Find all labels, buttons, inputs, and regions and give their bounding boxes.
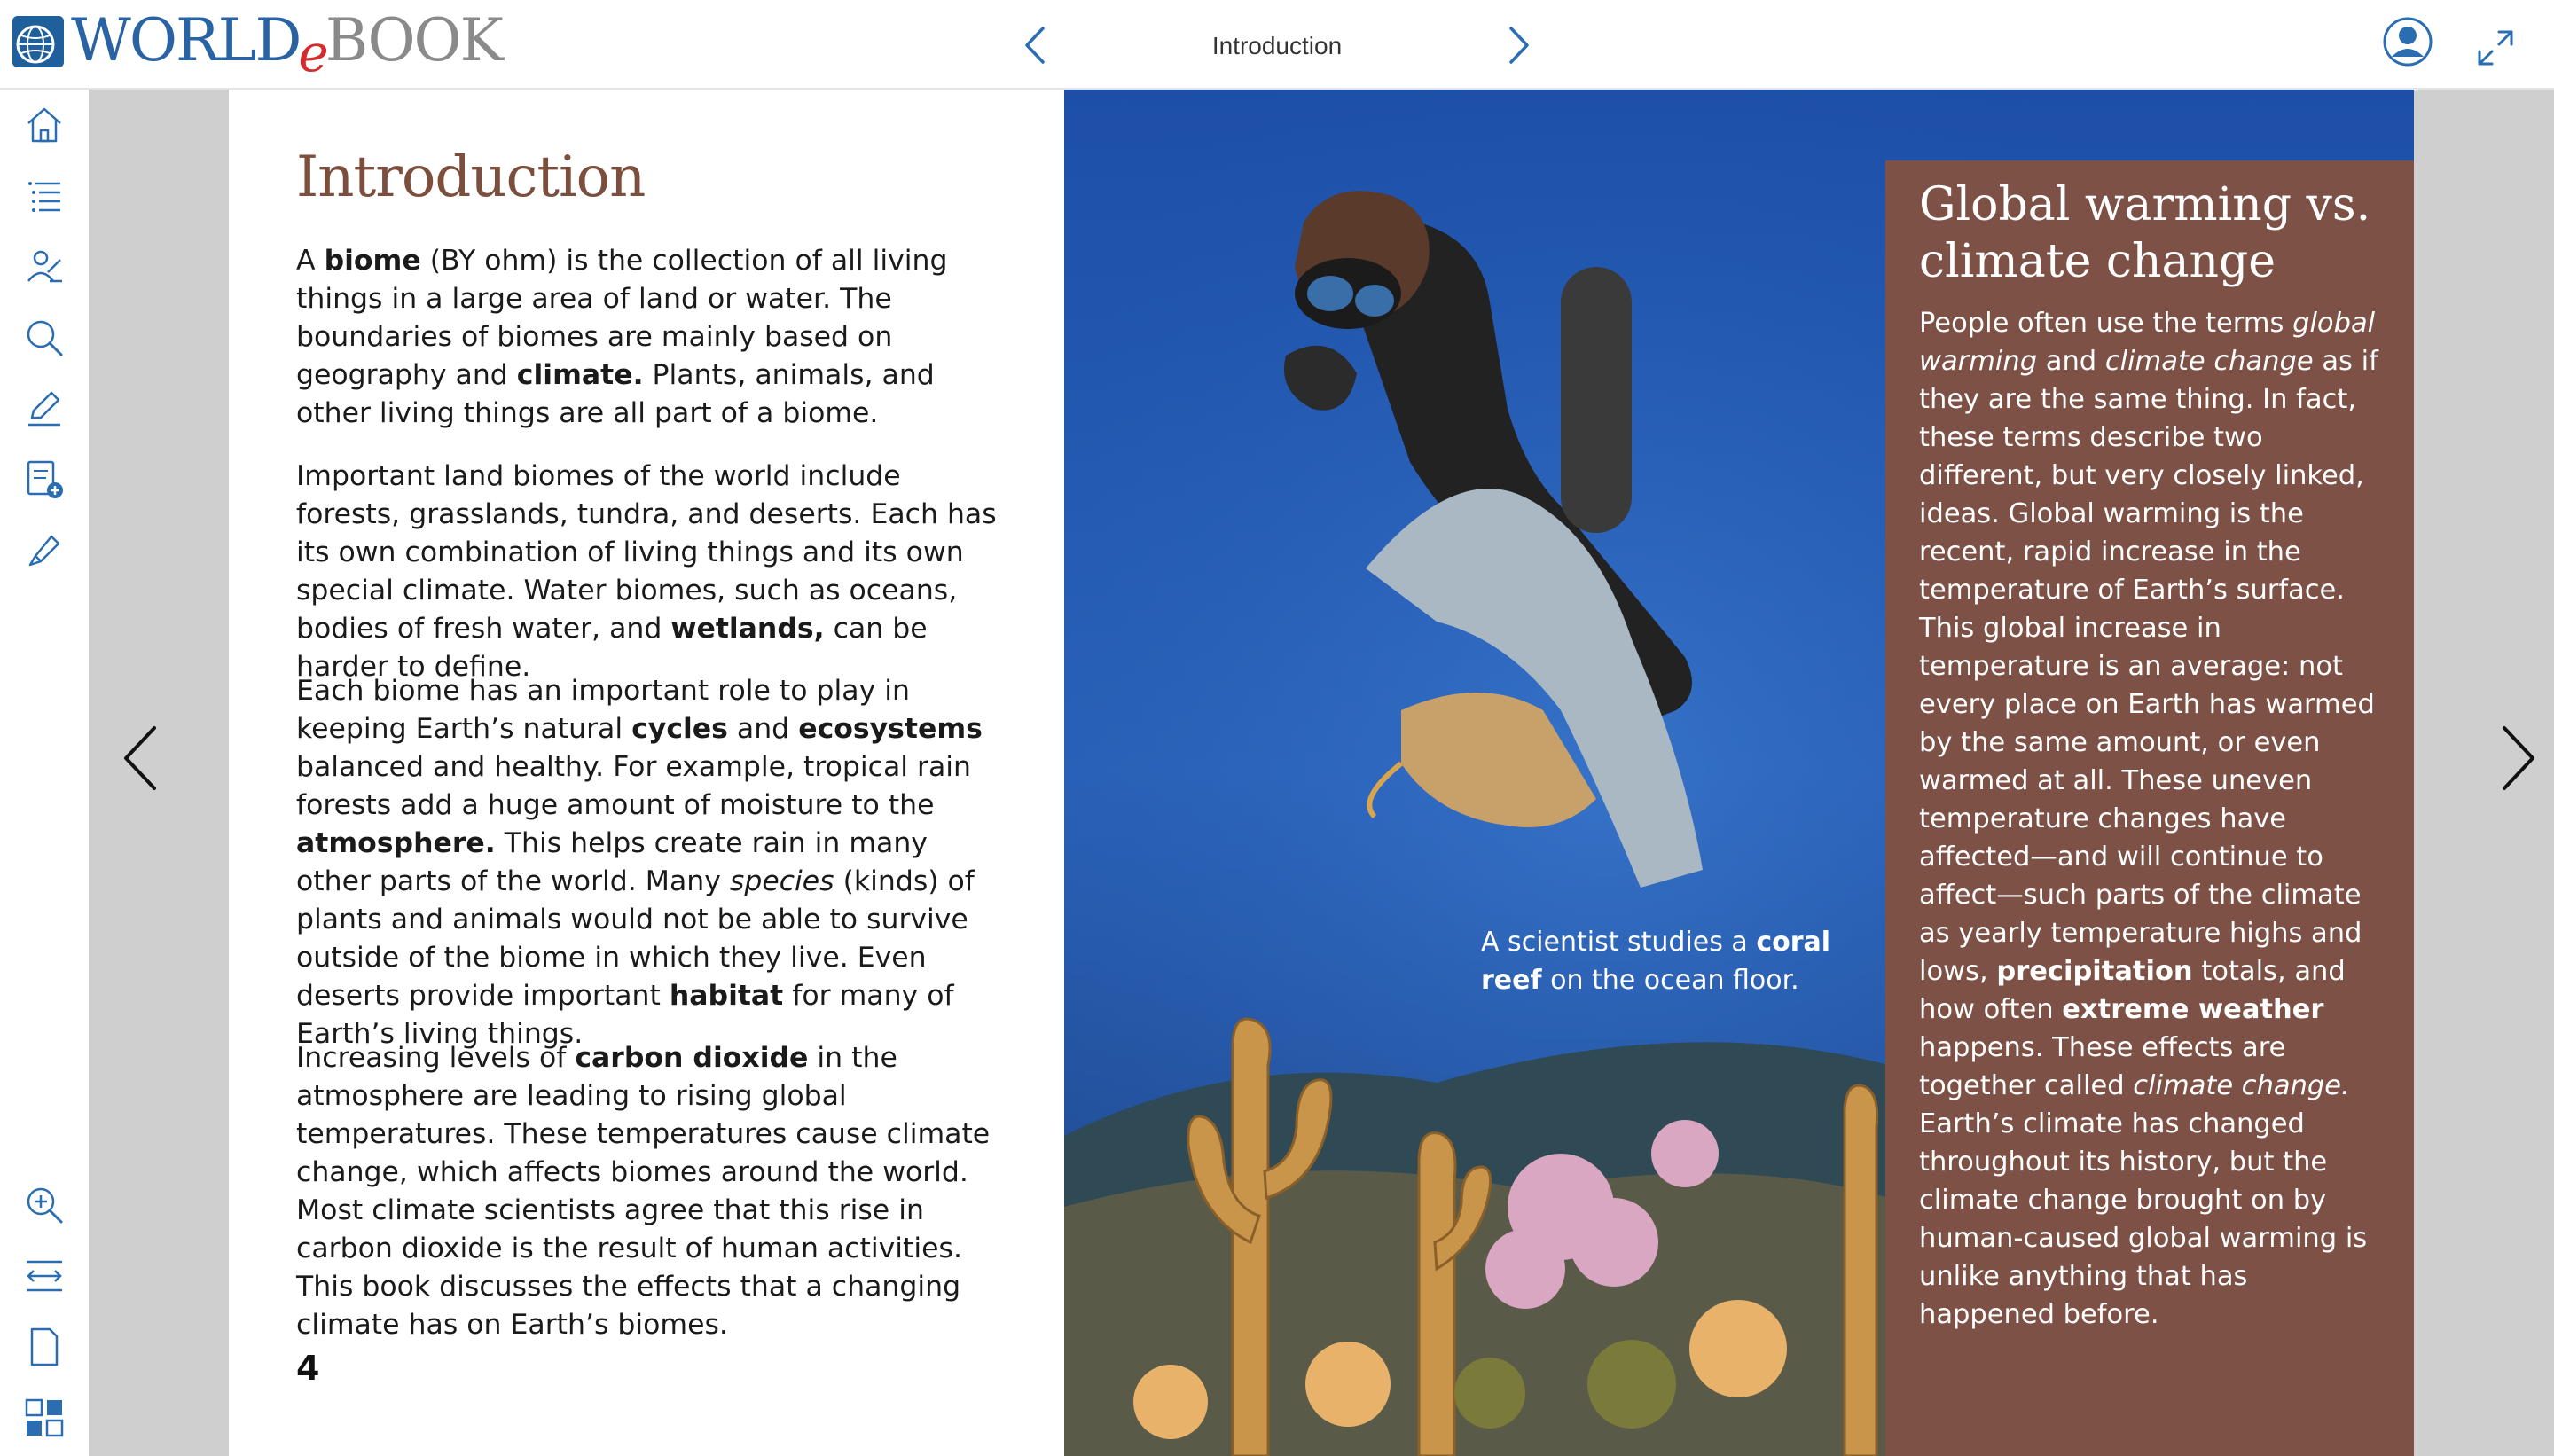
bold-term: coral reef [1481, 927, 1831, 996]
paragraph-3 [296, 672, 1006, 1053]
text-run: as if they are the same thing. In fact, these terms describe two different, but very closely linked, ideas. Global warming is the recent, rapid increase in the temperature of Earth’s surface. This global increase in temperature is an average: not every place on Earth has warmed by the same amount, or even warmed at all. These uneven temperature changes have affected—and will continue to affect—such parts of the climate as yearly temperature highs and lows, [1919, 346, 2378, 987]
single-page-icon [23, 1326, 66, 1368]
search-icon [23, 317, 66, 359]
table-of-contents-button[interactable] [23, 175, 66, 217]
text-run: Plants, animals, and other living things are all part of a biome. [296, 359, 935, 429]
text-run: (kinds) of plants and animals would not be able to survive outside of the biome in which they live. Even deserts provide important [296, 865, 975, 1012]
text-run: Each biome has an important role to play in keeping Earth’s natural [296, 675, 910, 745]
text-run: on the ocean floor. [1541, 965, 1799, 996]
text-run: for many of Earth’s living things. [296, 980, 954, 1050]
text-run: happens. These effects are together called [1919, 1032, 2286, 1101]
annotate-button[interactable] [23, 387, 66, 430]
logo-wordmark: WORLDeBOOK [71, 6, 502, 83]
paragraph-2 [296, 458, 1006, 686]
text-run: and [727, 713, 799, 745]
left-sidebar [0, 90, 89, 1456]
next-page-button[interactable] [2495, 723, 2540, 794]
text-run: Earth’s climate has changed throughout its history, but the climate change brought on by human-caused global warming is unlike anything that has happened before. [1919, 1108, 2368, 1330]
world-book-logo[interactable] [12, 6, 502, 83]
page-number: 4 [296, 1349, 320, 1388]
bold-term: cycles [631, 713, 728, 745]
thumbnails-button[interactable] [23, 1397, 66, 1439]
text-run: in the atmosphere are leading to rising global temperatures. These temperatures cause climate change, which affects biomes around the world. Most climate scientists agree that this rise in carbon dioxide is the result of human activities. This book discusses the effects that a changing climate has on Earth’s biomes. [296, 1042, 991, 1341]
next-section-button[interactable] [1500, 23, 1536, 67]
text-run: and [2037, 346, 2105, 377]
chevron-left-icon [1018, 23, 1054, 67]
right-page [1064, 90, 2414, 1456]
add-note-button[interactable] [23, 458, 66, 501]
text-run: Important land biomes of the world include forests, grasslands, tundra, and deserts. Each has its own combination of living things and its own special climate. Water biomes, such as oceans, bodies of fresh water, and [296, 460, 997, 645]
thumbnails-icon [23, 1397, 66, 1439]
search-button[interactable] [23, 317, 66, 359]
top-toolbar [0, 0, 2554, 90]
current-section-title: Introduction [1211, 32, 1343, 59]
bold-term: atmosphere. [296, 827, 496, 859]
fullscreen-button[interactable] [2476, 28, 2515, 67]
table-of-contents-icon [23, 175, 66, 217]
zoom-in-icon [23, 1184, 66, 1226]
add-note-icon [23, 458, 66, 501]
annotate-icon [23, 387, 66, 430]
home-button[interactable] [23, 104, 66, 146]
chevron-right-icon [1500, 23, 1536, 67]
reading-icon [23, 246, 66, 288]
photo-caption [1481, 923, 1853, 999]
bold-term: climate. [516, 359, 644, 391]
bold-term: wetlands, [670, 613, 825, 645]
text-run: A scientist studies a [1481, 927, 1757, 958]
expand-icon [2476, 28, 2515, 67]
bold-term: biome [324, 245, 421, 277]
text-run: balanced and healthy. For example, tropical rain forests add a huge amount of moisture to the [296, 751, 972, 821]
text-run: (BY ohm) is the collection of all living things in a large area of land or water. The boundaries of biomes are mainly based on geography and [296, 245, 948, 391]
left-page [229, 90, 1064, 1456]
chevron-right-icon [2495, 723, 2540, 794]
globe-logo-icon [12, 16, 64, 67]
highlighter-button[interactable] [23, 529, 66, 572]
global-warming-sidebar [1885, 160, 2414, 1456]
single-page-button[interactable] [23, 1326, 66, 1368]
chevron-left-icon [119, 723, 163, 794]
text-run: totals, and how often [1919, 956, 2346, 1025]
bold-term: precipitation [1996, 956, 2193, 987]
fit-width-button[interactable] [23, 1255, 66, 1297]
page-heading: Introduction [296, 145, 646, 210]
text-run: A [296, 245, 325, 277]
text-run: This helps create rain in many other parts of the world. Many [296, 827, 928, 897]
previous-page-button[interactable] [119, 723, 163, 794]
fit-width-icon [23, 1255, 66, 1297]
paragraph-1 [296, 242, 1006, 433]
text-run: People often use the terms [1919, 308, 2293, 339]
paragraph-4 [296, 1039, 1006, 1344]
sidebar-text [1919, 304, 2389, 1334]
zoom-in-button[interactable] [23, 1184, 66, 1226]
text-run: Increasing levels of [296, 1042, 576, 1074]
reading-button[interactable] [23, 246, 66, 288]
text-run: can be harder to define. [296, 613, 928, 683]
italic-term: climate change [2104, 346, 2314, 377]
italic-term: global warming [1919, 308, 2376, 377]
account-button[interactable] [2382, 16, 2433, 67]
bold-term: extreme weather [2062, 994, 2324, 1025]
previous-section-button[interactable] [1018, 23, 1054, 67]
italic-term: climate change. [2133, 1070, 2350, 1101]
sidebar-heading: Global warming vs. climate change [1919, 178, 2371, 288]
italic-term: species [729, 865, 834, 897]
bold-term: ecosystems [798, 713, 983, 745]
bold-term: carbon dioxide [575, 1042, 809, 1074]
home-icon [23, 104, 66, 146]
highlighter-icon [23, 529, 66, 572]
bold-term: habitat [669, 980, 784, 1012]
account-icon [2382, 16, 2433, 67]
